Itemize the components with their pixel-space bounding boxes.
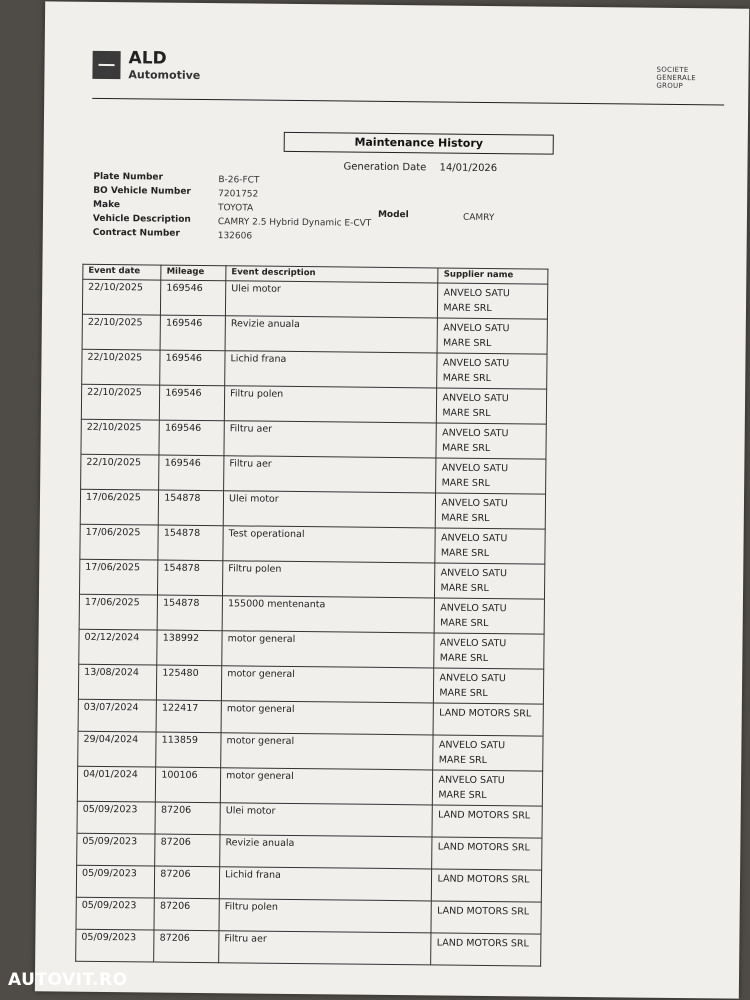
make-value: TOYOTA bbox=[217, 203, 254, 214]
supplier-name-line-2: MARE SRL bbox=[440, 582, 489, 595]
mileage-cell: 87206 bbox=[154, 898, 219, 931]
mileage-cell: 87206 bbox=[155, 834, 220, 867]
mileage-cell: 169546 bbox=[160, 315, 225, 351]
supplier-name-cell bbox=[433, 735, 543, 771]
event-date-cell: 04/01/2024 bbox=[77, 766, 156, 802]
mileage-cell: 169546 bbox=[160, 385, 225, 421]
model-label: Model bbox=[377, 209, 409, 221]
mileage-cell: 100106 bbox=[156, 767, 221, 803]
contract-number-label: Contract Number bbox=[92, 227, 180, 239]
supplier-name-cell bbox=[434, 668, 544, 704]
header-event-date: Event date bbox=[83, 264, 161, 280]
event-date-cell: 29/04/2024 bbox=[78, 731, 157, 767]
generation-date-value: 14/01/2026 bbox=[439, 162, 498, 175]
supplier-name-cell bbox=[431, 933, 541, 966]
supplier-name-line-1: ANVELO SATU bbox=[441, 462, 509, 475]
supplier-name-cell bbox=[437, 318, 547, 354]
event-description-cell: Filtru aer bbox=[224, 456, 437, 493]
event-description-cell: motor general bbox=[221, 701, 434, 735]
event-date-cell: 22/10/2025 bbox=[81, 384, 160, 420]
event-description-cell: Revizie anuala bbox=[225, 316, 438, 353]
group-line-1: SOCIETE bbox=[656, 65, 689, 75]
supplier-name-line-1: ANVELO SATU bbox=[442, 357, 510, 370]
event-description-cell: Filtru aer bbox=[219, 931, 432, 965]
table-row bbox=[76, 929, 541, 966]
event-description-cell: motor general bbox=[220, 768, 433, 805]
mileage-cell: 154878 bbox=[158, 525, 223, 561]
ald-logo-mark bbox=[92, 51, 120, 79]
supplier-name-line-1: LAND MOTORS SRL bbox=[439, 707, 532, 720]
supplier-name-line-1: LAND MOTORS SRL bbox=[438, 809, 531, 822]
plate-number-label: Plate Number bbox=[93, 171, 164, 183]
mileage-cell: 154878 bbox=[157, 595, 222, 631]
table-row bbox=[82, 349, 547, 389]
supplier-name-line-1: ANVELO SATU bbox=[438, 739, 506, 752]
maintenance-table bbox=[75, 264, 548, 967]
table-row bbox=[81, 454, 546, 494]
supplier-name-line-1: ANVELO SATU bbox=[442, 392, 509, 405]
table-row bbox=[78, 699, 543, 736]
generation-date bbox=[343, 161, 497, 174]
supplier-name-cell bbox=[434, 633, 544, 669]
supplier-name-cell bbox=[435, 563, 545, 599]
supplier-name-line-1: ANVELO SATU bbox=[442, 427, 509, 440]
mileage-cell: 125480 bbox=[157, 665, 222, 701]
bo-vehicle-number-value: 7201752 bbox=[218, 189, 259, 200]
bo-vehicle-number-label: BO Vehicle Number bbox=[93, 185, 191, 197]
plate-number-value: B-26-FCT bbox=[218, 175, 260, 186]
table-row bbox=[79, 629, 544, 669]
supplier-name-line-2: MARE SRL bbox=[438, 754, 488, 767]
supplier-name-line-1: LAND MOTORS SRL bbox=[436, 937, 529, 950]
supplier-name-line-2: MARE SRL bbox=[440, 617, 489, 630]
mileage-cell: 87206 bbox=[154, 930, 219, 963]
table-row bbox=[77, 766, 542, 806]
event-description-cell: motor general bbox=[221, 733, 434, 770]
supplier-name-line-2: MARE SRL bbox=[441, 442, 491, 455]
mileage-cell: 113859 bbox=[156, 732, 221, 768]
event-description-cell: Lichid frana bbox=[225, 351, 438, 388]
event-description-cell: Filtru polen bbox=[224, 386, 437, 423]
document-title: Maintenance History bbox=[284, 132, 554, 155]
logo-ald-text: ALD bbox=[128, 48, 167, 69]
supplier-name-line-1: ANVELO SATU bbox=[441, 497, 508, 510]
table-body bbox=[76, 279, 548, 966]
event-date-cell: 17/06/2025 bbox=[80, 489, 159, 525]
supplier-name-line-2: MARE SRL bbox=[439, 687, 488, 700]
table-row bbox=[79, 559, 544, 599]
header-event-description: Event description bbox=[226, 266, 439, 283]
supplier-name-line-1: ANVELO SATU bbox=[439, 637, 507, 650]
supplier-name-cell bbox=[435, 598, 545, 634]
mileage-cell: 169546 bbox=[159, 455, 224, 491]
mileage-cell: 87206 bbox=[155, 802, 220, 835]
event-description-cell: motor general bbox=[222, 631, 435, 668]
ald-logo bbox=[92, 50, 200, 81]
event-description-cell: Filtru polen bbox=[219, 899, 432, 933]
supplier-name-line-1: ANVELO SATU bbox=[440, 567, 508, 580]
table-row bbox=[76, 865, 541, 902]
event-description-cell: Lichid frana bbox=[219, 867, 432, 901]
supplier-name-line-2: MARE SRL bbox=[439, 652, 489, 665]
event-description-cell: Filtru polen bbox=[223, 561, 436, 598]
supplier-name-line-1: ANVELO SATU bbox=[443, 322, 510, 335]
group-line-3: GROUP bbox=[656, 81, 684, 91]
mileage-cell: 169546 bbox=[160, 350, 225, 386]
supplier-name-cell bbox=[436, 493, 546, 529]
event-description-cell: motor general bbox=[221, 666, 434, 703]
supplier-name-line-1: ANVELO SATU bbox=[438, 774, 505, 787]
autovit-watermark: AUTOVIT.RO bbox=[8, 970, 128, 990]
event-date-cell: 05/09/2023 bbox=[77, 801, 156, 834]
group-line-2: GENERALE bbox=[656, 73, 697, 83]
supplier-name-cell bbox=[431, 901, 541, 934]
vehicle-description-value: CAMRY 2.5 Hybrid Dynamic E-CVT bbox=[217, 217, 372, 229]
supplier-name-cell bbox=[435, 528, 545, 564]
event-date-cell: 05/09/2023 bbox=[76, 929, 155, 962]
event-description-cell: 155000 mentenanta bbox=[222, 596, 435, 633]
table-row bbox=[82, 314, 547, 354]
event-date-cell: 03/07/2024 bbox=[78, 699, 157, 732]
supplier-name-line-1: ANVELO SATU bbox=[443, 287, 510, 300]
supplier-name-cell bbox=[432, 869, 542, 902]
supplier-name-line-1: LAND MOTORS SRL bbox=[437, 873, 530, 886]
event-date-cell: 05/09/2023 bbox=[77, 833, 156, 866]
table-row bbox=[82, 279, 547, 319]
supplier-name-cell bbox=[438, 283, 548, 319]
model-value: CAMRY bbox=[462, 212, 495, 224]
vehicle-description-label: Vehicle Description bbox=[92, 213, 191, 225]
table-row bbox=[78, 664, 543, 704]
make-label: Make bbox=[93, 199, 121, 211]
event-date-cell: 22/10/2025 bbox=[81, 419, 160, 455]
event-date-cell: 17/06/2025 bbox=[79, 559, 158, 595]
societe-generale-group-label bbox=[656, 66, 696, 91]
event-description-cell: Ulei motor bbox=[223, 491, 436, 528]
supplier-name-line-2: MARE SRL bbox=[441, 477, 490, 490]
event-date-cell: 17/06/2025 bbox=[79, 594, 158, 630]
supplier-name-cell bbox=[436, 458, 546, 494]
supplier-name-line-2: MARE SRL bbox=[442, 407, 491, 420]
logo-automotive-text: Automotive bbox=[128, 68, 201, 82]
supplier-name-line-2: MARE SRL bbox=[443, 337, 492, 350]
event-description-cell: Revizie anuala bbox=[220, 835, 433, 869]
header-divider bbox=[92, 98, 724, 106]
header-supplier-name: Supplier name bbox=[438, 268, 548, 284]
mileage-cell: 154878 bbox=[158, 490, 223, 526]
event-date-cell: 13/08/2024 bbox=[78, 664, 157, 700]
contract-number-value: 132606 bbox=[217, 231, 253, 242]
event-description-cell: Test operational bbox=[223, 526, 436, 563]
table-row bbox=[77, 801, 542, 838]
supplier-name-line-2: MARE SRL bbox=[441, 512, 490, 525]
supplier-name-cell bbox=[436, 423, 546, 459]
event-date-cell: 22/10/2025 bbox=[82, 314, 161, 350]
header-mileage: Mileage bbox=[161, 265, 226, 281]
mileage-cell: 87206 bbox=[155, 866, 220, 899]
supplier-name-line-2: MARE SRL bbox=[443, 302, 492, 315]
supplier-name-line-2: MARE SRL bbox=[438, 789, 487, 802]
event-date-cell: 22/10/2025 bbox=[81, 454, 160, 490]
event-date-cell: 22/10/2025 bbox=[82, 349, 161, 385]
table-row bbox=[78, 731, 543, 771]
event-description-cell: Filtru aer bbox=[224, 421, 437, 458]
table-row bbox=[77, 833, 542, 870]
event-date-cell: 05/09/2023 bbox=[76, 897, 155, 930]
table-row bbox=[80, 489, 545, 529]
supplier-name-cell bbox=[437, 388, 547, 424]
supplier-name-line-1: LAND MOTORS SRL bbox=[437, 905, 530, 918]
event-date-cell: 17/06/2025 bbox=[80, 524, 159, 560]
event-date-cell: 02/12/2024 bbox=[79, 629, 158, 665]
table-row bbox=[81, 384, 546, 424]
supplier-name-line-1: ANVELO SATU bbox=[440, 532, 508, 545]
mileage-cell: 138992 bbox=[157, 630, 222, 666]
supplier-name-cell bbox=[432, 837, 542, 870]
generation-date-label: Generation Date bbox=[343, 161, 427, 174]
table-row bbox=[81, 419, 546, 459]
supplier-name-cell bbox=[437, 353, 547, 389]
supplier-name-line-2: MARE SRL bbox=[442, 372, 492, 385]
table-row bbox=[76, 897, 541, 934]
supplier-name-line-1: ANVELO SATU bbox=[440, 602, 507, 615]
supplier-name-cell bbox=[432, 805, 542, 838]
mileage-cell: 154878 bbox=[158, 560, 223, 596]
event-description-cell: Ulei motor bbox=[220, 803, 433, 837]
event-date-cell: 22/10/2025 bbox=[82, 279, 161, 315]
supplier-name-cell bbox=[433, 703, 543, 736]
supplier-name-line-2: MARE SRL bbox=[440, 547, 490, 560]
supplier-name-line-1: LAND MOTORS SRL bbox=[437, 841, 530, 854]
supplier-name-cell bbox=[433, 770, 543, 806]
mileage-cell: 169546 bbox=[161, 280, 226, 316]
mileage-cell: 169546 bbox=[159, 420, 224, 456]
supplier-name-line-1: ANVELO SATU bbox=[439, 672, 506, 685]
document-page bbox=[35, 1, 749, 998]
table-row bbox=[79, 594, 544, 634]
mileage-cell: 122417 bbox=[156, 700, 221, 733]
event-description-cell: Ulei motor bbox=[225, 281, 438, 318]
table-row bbox=[80, 524, 545, 564]
event-date-cell: 05/09/2023 bbox=[76, 865, 155, 898]
